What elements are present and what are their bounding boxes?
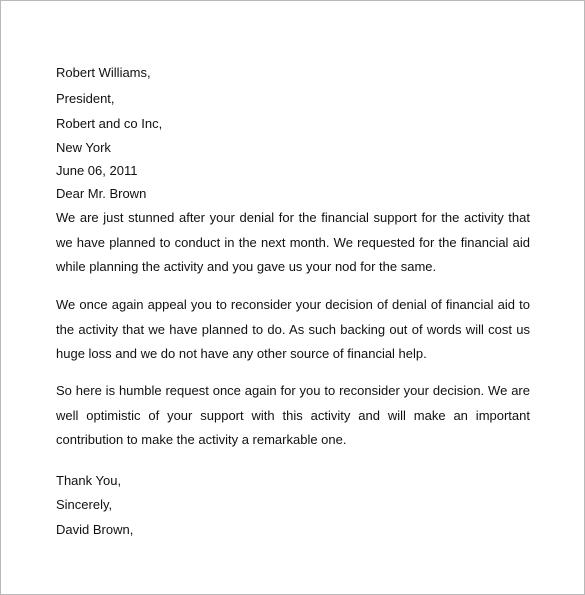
salutation: Dear Mr. Brown xyxy=(56,186,147,201)
recipient-title: President, xyxy=(56,91,115,106)
body-paragraph-1: We are just stunned after your denial for the financial support for the activity that we have planned to conduct in the next month. We requested for the financial aid while planning the activity and you gave us your nod for the same. xyxy=(56,210,530,274)
recipient-name: Robert Williams, xyxy=(56,65,151,80)
letter-date: June 06, 2011 xyxy=(56,163,138,178)
signature-name: David Brown, xyxy=(56,522,134,537)
body-paragraph-3: So here is humble request once again for you to reconsider your decision. We are well optimistic of your support with this activity and will make an important contribution to make the activity a remarkable one. xyxy=(56,383,530,447)
body-paragraph-2: We once again appeal you to reconsider your decision of denial of financial aid to the activity that we have planned to do. As such backing out of words will cost us huge loss and we do not have any other source of financial help. xyxy=(56,297,530,361)
city: New York xyxy=(56,140,111,155)
closing: Sincerely, xyxy=(56,497,113,512)
company-name: Robert and co Inc, xyxy=(56,116,163,131)
closing-thanks: Thank You, xyxy=(56,473,122,488)
